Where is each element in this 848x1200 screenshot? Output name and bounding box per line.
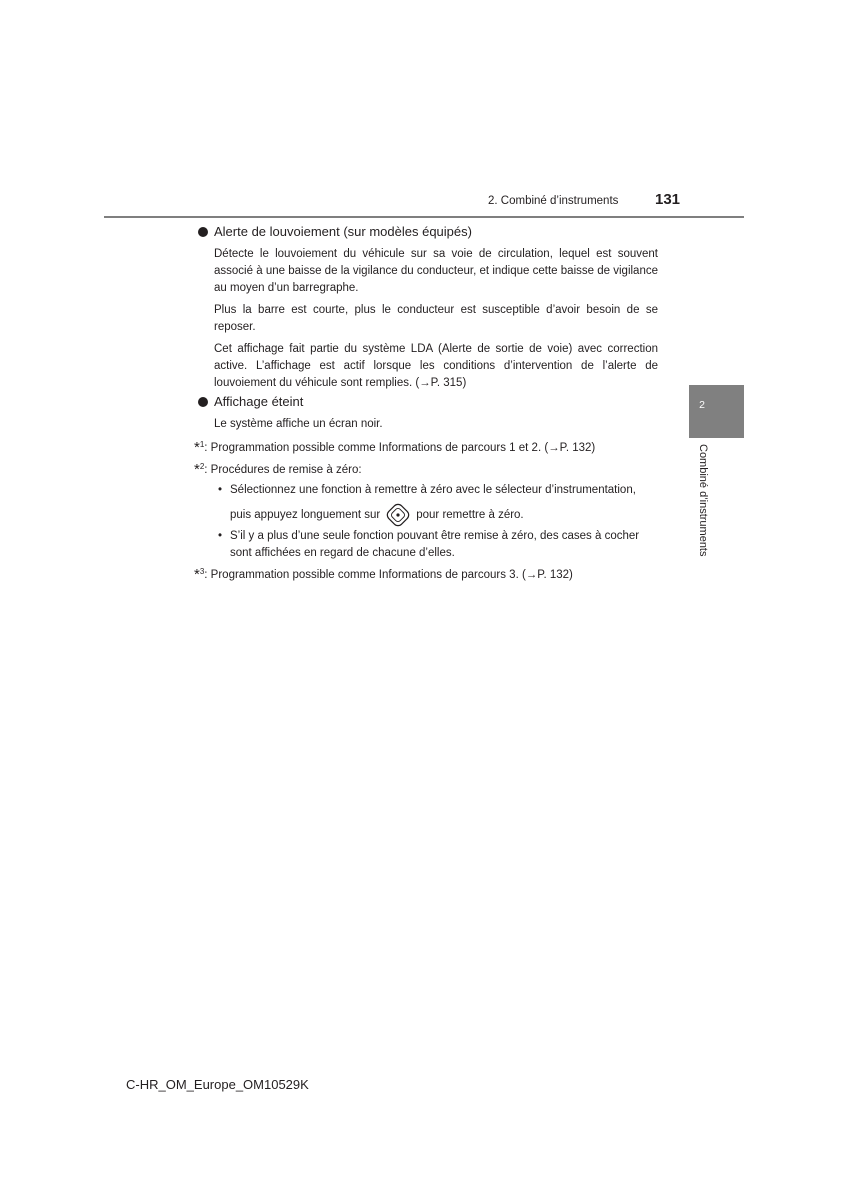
bullet-dot-icon [198, 227, 208, 237]
running-header-section: 2. Combiné d’instruments [488, 195, 619, 207]
footnote-2 [194, 460, 362, 479]
footnote-text: : Programmation possible comme Informations de parcours 1 et 2. (→P. 132) [204, 442, 596, 454]
footnote-text: : Procédures de remise à zéro: [204, 464, 362, 476]
paragraph: Cet affichage fait partie du système LDA (Alerte de sortie de voie) avec correction active. L’affichage est actif lorsque les conditions d’intervention de l’alerte de louvoiement du véhicule sont remplies. (→P. 315) [214, 343, 658, 389]
footnote-star: * [194, 461, 200, 478]
document-code: C-HR_OM_Europe_OM10529K [126, 1077, 309, 1092]
sub-bullet-text: pour remettre à zéro. [416, 508, 524, 521]
sub-bullet-text: S’il y a plus d’une seule fonction pouvant être remise à zéro, des cases à cocher sont affichées en regard de chacune d’elles. [230, 530, 640, 559]
footnote-star: * [194, 566, 200, 583]
footnote-star: * [194, 439, 200, 456]
chapter-label: Combiné d’instruments [697, 444, 709, 557]
section-heading-lane-departure [198, 224, 472, 239]
bullet-dot-icon [198, 397, 208, 407]
chapter-tab [689, 385, 744, 438]
paragraph: Plus la barre est courte, plus le conducteur est susceptible d’avoir besoin de se reposer. [214, 304, 658, 333]
heading-text: Affichage éteint [214, 394, 304, 409]
page-number: 131 [655, 191, 681, 208]
sub-bullet-marker: • [218, 530, 223, 542]
sub-bullet-text: Sélectionnez une fonction à remettre à zéro avec le sélecteur d’instrumentation, [230, 484, 636, 496]
footnote-3 [194, 565, 573, 584]
sub-bullet-continuation [230, 503, 660, 527]
footnote-1 [194, 438, 595, 457]
section-heading-display-off [198, 394, 303, 409]
header-divider [104, 216, 744, 218]
footnote-mark: 1 [199, 440, 205, 449]
paragraph: Détecte le louvoiement du véhicule sur sa voie de circulation, lequel est souvent associé à une baisse de la vigilance du conducteur, et indique cette baisse de vigilance au moyen d’un barregraphe. [214, 248, 658, 294]
footnote-text: : Programmation possible comme Informations de parcours 3. (→P. 132) [204, 569, 573, 581]
footnote-mark: 3 [199, 567, 205, 576]
sub-bullet-marker: • [218, 484, 223, 496]
paragraph: Le système affiche un écran noir. [214, 418, 383, 430]
chapter-number: 2 [699, 399, 705, 411]
footnote-mark: 2 [199, 462, 205, 471]
meter-control-switch-icon [386, 503, 410, 527]
sub-bullet-text: puis appuyez longuement sur [230, 508, 381, 521]
heading-text: Alerte de louvoiement (sur modèles équipés) [214, 224, 472, 239]
